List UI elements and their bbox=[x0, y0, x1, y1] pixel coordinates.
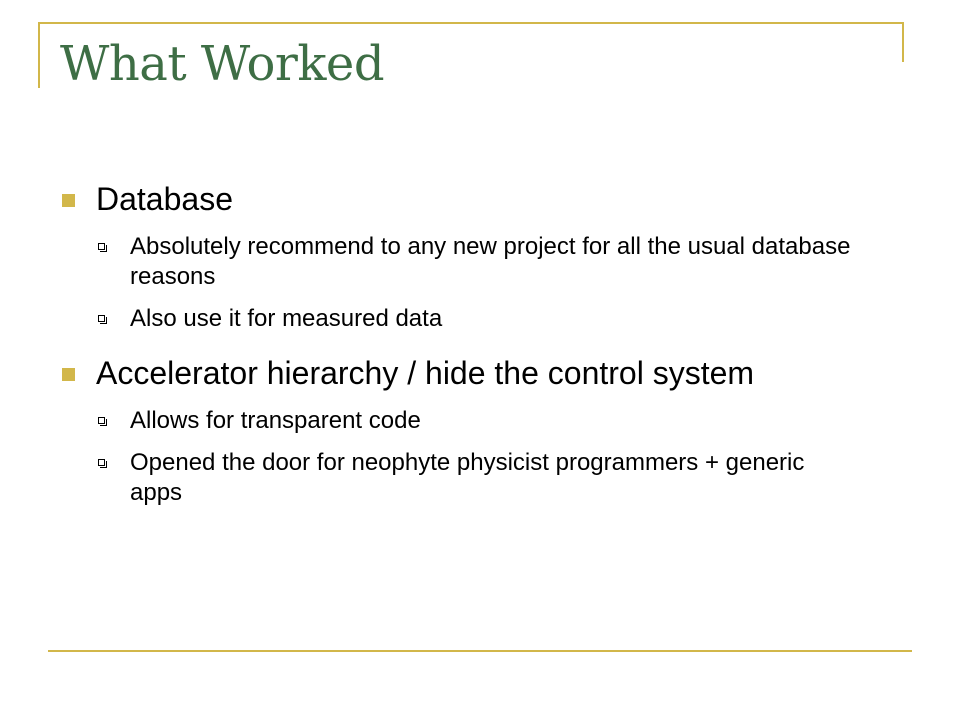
sub-bullet-item bbox=[60, 448, 860, 508]
bullet-text: Accelerator hierarchy / hide the control system bbox=[96, 355, 755, 391]
top-rule bbox=[38, 22, 904, 24]
hollow-square-bullet-icon bbox=[98, 459, 105, 466]
sub-bullet-text: Allows for transparent code bbox=[130, 407, 421, 434]
hollow-square-bullet-icon bbox=[98, 243, 105, 250]
hollow-square-bullet-icon bbox=[98, 417, 105, 424]
sub-bullet-text: Opened the door for neophyte physicist programmers + generic apps bbox=[130, 449, 805, 506]
square-bullet-icon bbox=[62, 368, 75, 381]
sub-bullet-text: Absolutely recommend to any new project for all the usual database reasons bbox=[130, 233, 851, 290]
right-rule bbox=[902, 22, 904, 62]
bottom-rule bbox=[48, 650, 912, 652]
bullet-text: Database bbox=[96, 181, 233, 217]
slide-body bbox=[60, 180, 860, 508]
slide-title: What Worked bbox=[60, 36, 385, 92]
hollow-square-bullet-icon bbox=[98, 315, 105, 322]
sub-bullet-text: Also use it for measured data bbox=[130, 305, 443, 332]
bullet-item bbox=[60, 354, 860, 392]
left-rule bbox=[38, 22, 40, 88]
sub-bullet-item bbox=[60, 406, 860, 436]
bullet-item bbox=[60, 180, 860, 218]
sub-bullet-item bbox=[60, 232, 860, 292]
sub-bullet-item bbox=[60, 304, 860, 334]
square-bullet-icon bbox=[62, 194, 75, 207]
